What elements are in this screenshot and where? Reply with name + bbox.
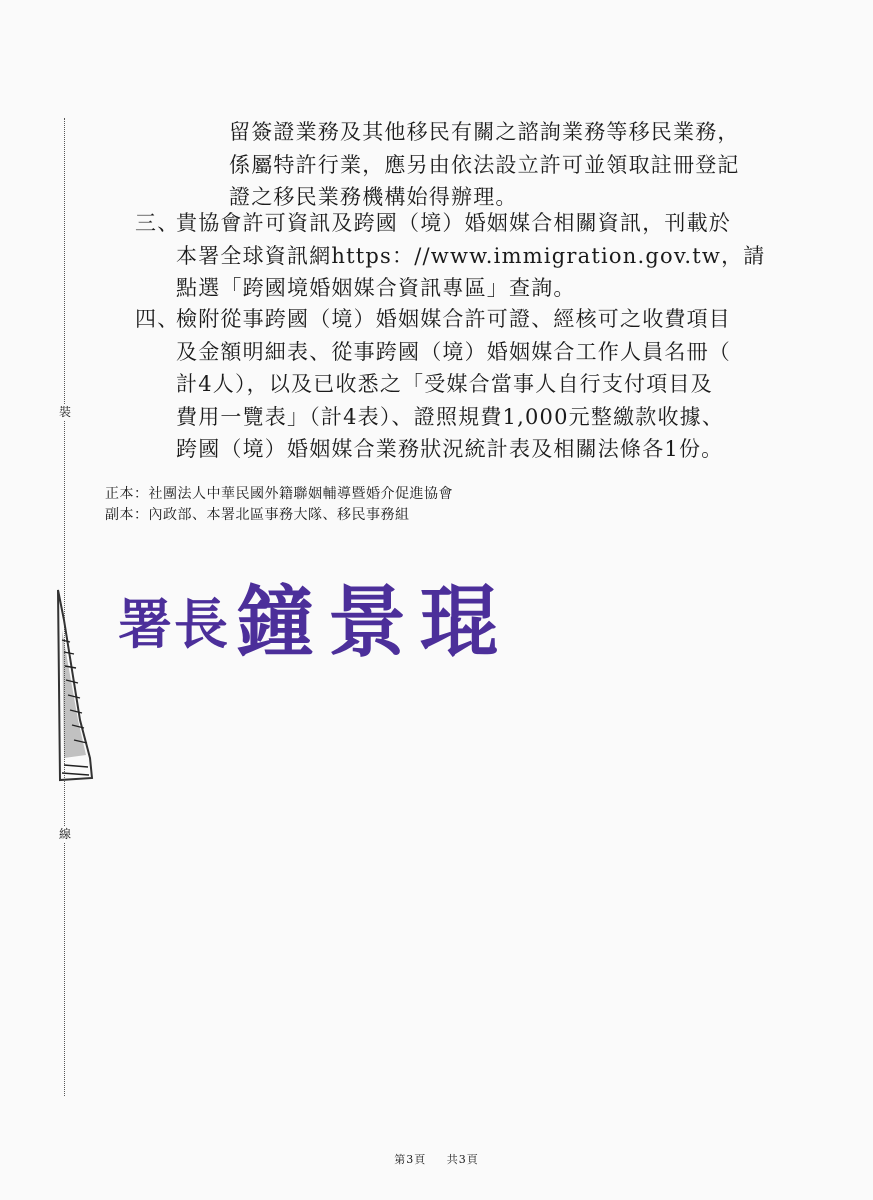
text-line: 計4人），以及已收悉之「受媒合當事人自行支付項目及 [176,372,713,396]
signature-name: 鐘景琨 [236,577,513,668]
text-line: 證之移民業務機構始得辦理。 [229,185,518,209]
text-line: 費用一覽表」（計4表）、證照規費1,000元整繳款收據、 [176,404,725,429]
page-total: 共3頁 [446,1153,479,1166]
partial-seal-stamp [56,580,96,785]
distribution-copy: 副本：內政部、本署北區事務大隊、移民事務組 [105,507,410,523]
text-line: 檢附從事跨國（境）婚姻媒合許可證、經核可之收費項目 [176,307,731,331]
binding-mark-top: 裝 [58,405,71,419]
text-line: 點選「跨國境婚姻媒合資訊專區」查詢。 [176,276,576,300]
page-footer [0,1151,873,1167]
text-line: 跨國（境）婚姻媒合業務狀況統計表及相關法條各1份。 [176,437,724,461]
page-number: 第3頁 [394,1153,427,1166]
text-line: 本署全球資訊網https：//www.immigration.gov.tw，請 [176,243,766,268]
binding-mark-bottom: 線 [58,827,71,841]
text-line: 貴協會許可資訊及跨國（境）婚姻媒合相關資訊，刊載於 [176,211,731,235]
distribution-original: 正本：社團法人中華民國外籍聯姻輔導暨婚介促進協會 [105,486,453,502]
item-text [176,207,766,305]
text-line: 留簽證業務及其他移民有關之諮詢業務等移民業務， [229,120,740,144]
item-number: 三、 [135,211,180,235]
paragraph-continuation [229,116,740,214]
signature-title: 署長 [118,592,230,656]
item-text [176,303,731,466]
item-number: 四、 [135,307,180,331]
text-line: 係屬特許行業，應另由依法設立許可並領取註冊登記 [229,152,740,177]
text-line: 及金額明細表、從事跨國（境）婚姻媒合工作人員名冊（ [176,339,731,364]
